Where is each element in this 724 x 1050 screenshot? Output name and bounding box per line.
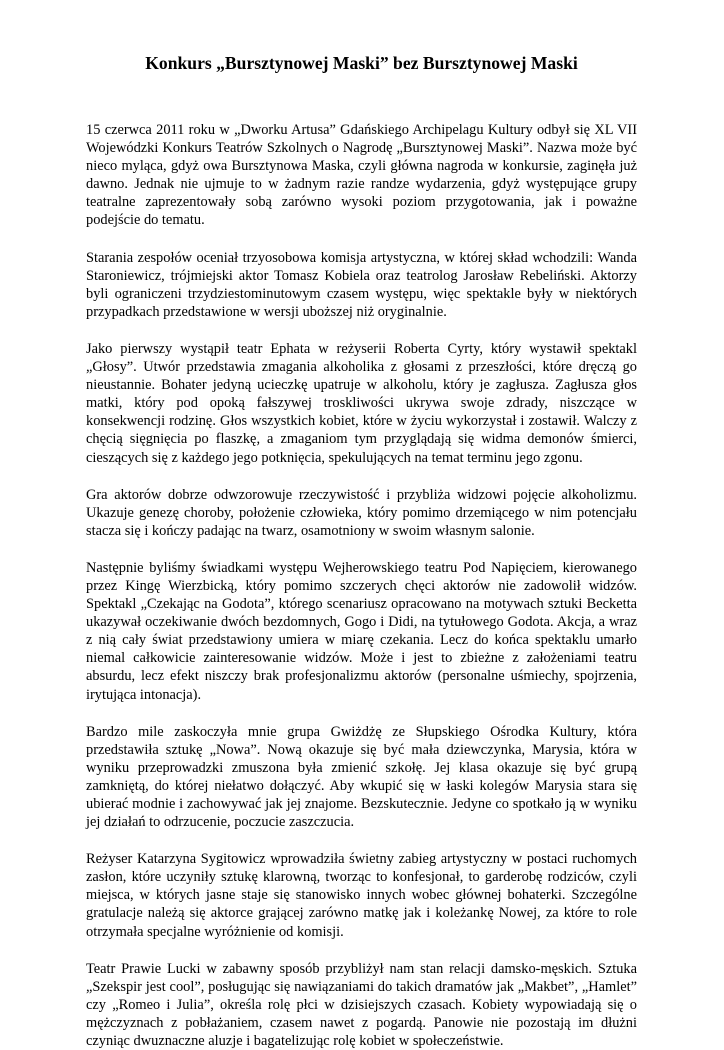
paragraph-5: Następnie byliśmy świadkami występu Wejherowskiego teatru Pod Napięciem, kierowanego przez Kingę Wierzbicką, który pomimo szczerych chęci aktorów nie zadowolił widzów. Spektakl „Czekając na Godota”, którego scenariusz opracowano na motywach sztuki Becketta ukazywał oczekiwanie dwóch bezdomnych, Gogo i Didi, na tytułowego Godota. Akcja, a wraz z nią cały świat przedstawiony umiera w miarę czekania. Lecz do końca spektaklu umarło niemal całkowicie zainteresowanie widzów. Może i jest to zbieżne z założeniami teatru absurdu, lecz efekt niszczy brak profesjonalizmu aktorów (personalne uśmiechy, spojrzenia, irytująca intonacja).	[86, 559, 637, 703]
paragraph-6: Bardzo mile zaskoczyła mnie grupa Gwiżdżę ze Słupskiego Ośrodka Kultury, która przedstawiła sztukę „Nowa”. Nową okazuje się być mała dziewczynka, Marysia, która w wyniku przeprowadzki zmuszona była zmienić szkołę. Jej klasa okazuje się być grupą zamkniętą, do której niełatwo dołączyć. Aby wkupić się w łaski kolegów Marysia stara się ubierać modnie i zachowywać jak jej znajome. Bezskutecznie. Jedyne co spotkało ją w wyniku jej działań to odrzucenie, poczucie zaszczucia.	[86, 723, 637, 831]
paragraph-7: Reżyser Katarzyna Sygitowicz wprowadziła świetny zabieg artystyczny w postaci ruchomych zasłon, które uczyniły sztukę klarowną, tworząc to konfesjonał, to garderobę rodziców, czyli miejsca, w których jasne staje się stanowisko innych wobec głównej bohaterki. Szczególne gratulacje należą się aktorce grającej zarówno matkę jak i koleżankę Nowej, za które to role otrzymała specjalne wyróżnienie od komisji.	[86, 851, 637, 940]
document-body	[86, 121, 637, 1050]
paragraph-2: Starania zespołów oceniał trzyosobowa komisja artystyczna, w której skład wchodzili: Wanda Staroniewicz, trójmiejski aktor Tomasz Kobiela oraz teatrolog Jarosław Rebeliński. Aktorzy byli ograniczeni trzydziestominutowym czasem występu, więc spektakle były w niektórych przypadkach przedstawione w wersji uboższej niż oryginalnie.	[86, 249, 637, 320]
paragraph-1: 15 czerwca 2011 roku w „Dworku Artusa” Gdańskiego Archipelagu Kultury odbył się XL VII Wojewódzki Konkurs Teatrów Szkolnych o Nagrodę „Bursztynowej Maski”. Nazwa może być nieco myląca, gdyż owa Bursztynowa Maska, czyli główna nagroda w konkursie, zaginęła już dawno. Jednak nie ujmuje to w żadnym razie randze wydarzenia, gdyż występujące grupy teatralne zaprezentowały sobą zarówno wysoki poziom przygotowania, jak i poważne podejście do tematu.	[86, 122, 637, 229]
paragraph-8: Teatr Prawie Lucki w zabawny sposób przybliżył nam stan relacji damsko-męskich. Sztuka „Szekspir jest cool”, posługując się nawiązaniami do takich dramatów jak „Makbet”, „Hamlet” czy „Romeo i Julia”, określa rolę płci w dzisiejszych czasach. Kobiety wypowiadają się o mężczyznach z pobłażaniem, czasem nawet z pogardą. Panowie nie pozostają im dłużni czyniąc dwuznaczne aluzje i bagatelizując rolę kobiet w społeczeństwie.	[86, 960, 637, 1050]
paragraph-3: Jako pierwszy wystąpił teatr Ephata w reżyserii Roberta Cyrty, który wystawił spektakl „Głosy”. Utwór przedstawia zmagania alkoholika z głosami z przeszłości, które dręczą go nieustannie. Bohater jedyną ucieczkę upatruje w alkoholu, który je zagłusza. Zagłusza głos matki, który pod opoką fałszywej troskliwości ukrywa swoje zdrady, niszczące w konsekwencji rodzinę. Głos wszystkich kobiet, które w życiu wykorzystał i zostawił. Walczy z chęcią sięgnięcia po flaszkę, a zmaganiom tym przyglądają się widma demonów śmierci, cieszących się z każdego jego potknięcia, spekulujących na temat terminu jego zgonu.	[86, 340, 637, 466]
paragraph-4: Gra aktorów dobrze odwzorowuje rzeczywistość i przybliża widzowi pojęcie alkoholizmu. Ukazuje genezę choroby, położenie człowieka, który pomimo drzemiącego w nim potencjału stacza się i kończy padając na twarz, osamotniony w swoim własnym salonie.	[86, 486, 637, 539]
document-title: Konkurs „Bursztynowej Maski” bez Bursztynowej Maski	[145, 53, 578, 73]
